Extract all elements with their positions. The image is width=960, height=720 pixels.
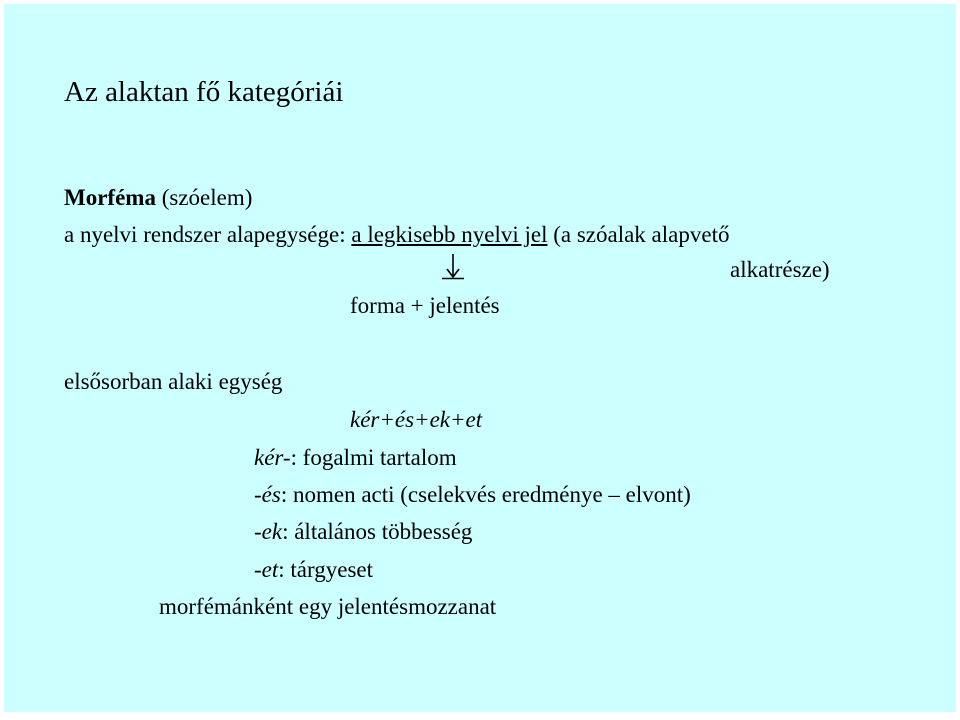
slide	[4, 4, 956, 712]
morph-form: -és	[254, 482, 281, 507]
morph-form: -et	[254, 557, 279, 582]
morfema-term-note: (szóelem)	[155, 185, 253, 210]
definition-suffix: (a szóalak alapvető	[547, 222, 730, 247]
form-meaning: forma + jelentés	[350, 293, 500, 318]
morph-gloss: : fogalmi tartalom	[290, 445, 457, 470]
down-arrow-icon	[440, 252, 466, 280]
morfema-heading	[64, 186, 252, 209]
morph-form: -ek	[254, 519, 283, 544]
slide-title: Az alaktan fő kategóriái	[64, 76, 344, 108]
morph-item	[254, 558, 373, 581]
morfema-term: Morféma	[64, 185, 156, 210]
morph-gloss: : nomen acti (cselekvés eredménye – elvont)	[280, 482, 691, 507]
definition-continuation: alkatrésze)	[730, 257, 830, 282]
conclusion: morfémánként egy jelentésmozzanat	[159, 594, 497, 619]
morph-gloss: : tárgyeset	[278, 557, 374, 582]
morph-item	[254, 446, 457, 469]
definition-underlined: a legkisebb nyelvi jel	[351, 222, 548, 247]
definition-prefix: a nyelvi rendszer alapegysége:	[64, 222, 352, 247]
morfema-definition	[64, 223, 729, 246]
unit-heading: elsősorban alaki egység	[64, 369, 283, 394]
example-word: kér+és+ek+et	[350, 407, 483, 432]
morph-item	[254, 520, 472, 543]
morph-item	[254, 483, 691, 506]
morph-form: kér-	[254, 445, 291, 470]
morph-gloss: : általános többesség	[282, 519, 473, 544]
